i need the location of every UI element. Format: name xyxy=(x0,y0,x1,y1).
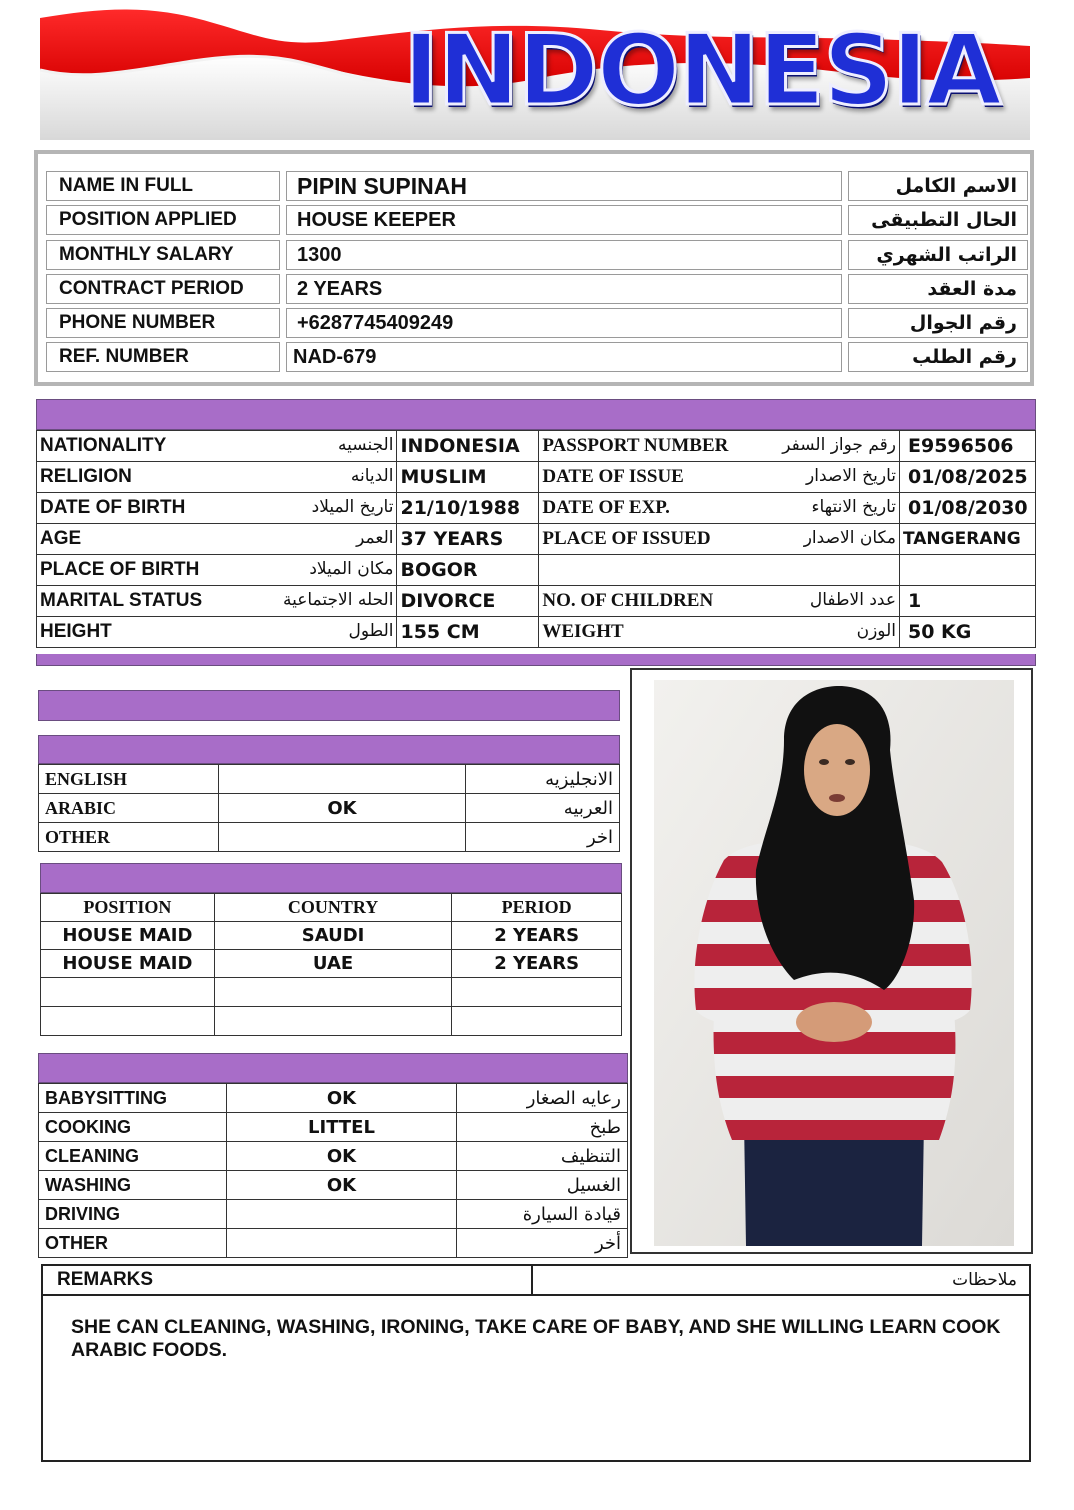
exp-period: 2 YEARS xyxy=(452,950,622,978)
label-cooking-ar: طبخ xyxy=(457,1113,628,1142)
label-english-ar: الانجليزيه xyxy=(466,765,620,794)
table-row xyxy=(39,1229,628,1258)
value-nationality: INDONESIA xyxy=(397,431,539,462)
remarks-box xyxy=(41,1264,1031,1462)
label-marital-status-ar: الحله الاجتماعية xyxy=(282,590,394,610)
label-name-ar: الاسم الكامل xyxy=(848,171,1028,201)
table-row xyxy=(37,462,1036,493)
table-row xyxy=(39,1142,628,1171)
value-other-skill xyxy=(226,1229,456,1258)
label-weight: WEIGHT xyxy=(542,621,624,642)
value-salary: 1300 xyxy=(286,240,842,270)
label-position: POSITION APPLIED xyxy=(46,205,280,235)
label-other-language-ar: اخر xyxy=(466,823,620,852)
label-cooking: COOKING xyxy=(39,1113,227,1142)
label-washing-ar: الغسيل xyxy=(457,1171,628,1200)
value-contract: 2 YEARS xyxy=(286,274,842,304)
table-row xyxy=(37,555,1036,586)
value-position: HOUSE KEEPER xyxy=(286,205,842,235)
value-passport-number: E9596506 xyxy=(900,431,1036,462)
table-row xyxy=(39,765,620,794)
personal-details-table xyxy=(36,430,1036,648)
row-salary xyxy=(46,240,1026,270)
header-banner xyxy=(40,0,1030,140)
exp-position: HOUSE MAID xyxy=(41,922,215,950)
value-phone: +6287745409249 xyxy=(286,308,842,338)
header-period: PERIOD xyxy=(452,894,622,922)
empty-cell xyxy=(539,555,900,586)
label-passport-number: PASSPORT NUMBER xyxy=(542,435,729,456)
label-date-of-exp-ar: تاريخ الانتهاء xyxy=(811,497,896,517)
remarks-header xyxy=(43,1266,1029,1296)
empty-cell xyxy=(452,1007,622,1036)
value-cooking: LITTEL xyxy=(226,1113,456,1142)
experience-table xyxy=(40,893,622,1036)
label-nationality-ar: الجنسيه xyxy=(338,435,394,455)
value-ref: NAD-679 xyxy=(286,342,842,372)
table-row xyxy=(37,493,1036,524)
value-washing: OK xyxy=(226,1171,456,1200)
table-row xyxy=(41,950,622,978)
value-marital-status: DIVORCE xyxy=(397,586,539,617)
applicant-photo xyxy=(654,680,1014,1246)
header-country: COUNTRY xyxy=(214,894,451,922)
table-row xyxy=(37,586,1036,617)
section-bar xyxy=(38,690,620,721)
label-height-ar: الطول xyxy=(348,621,394,641)
label-children: NO. OF CHILDREN xyxy=(542,590,714,611)
value-date-of-exp: 01/08/2030 xyxy=(900,493,1036,524)
label-other-skill-ar: أخر xyxy=(457,1229,628,1258)
table-row xyxy=(41,1007,622,1036)
label-washing: WASHING xyxy=(39,1171,227,1200)
table-row xyxy=(37,431,1036,462)
label-date-of-birth-ar: تاريخ الميلاد xyxy=(311,497,394,517)
exp-position: HOUSE MAID xyxy=(41,950,215,978)
personal-section-bar xyxy=(36,399,1036,430)
exp-period: 2 YEARS xyxy=(452,922,622,950)
label-age-ar: العمر xyxy=(356,528,394,548)
label-cleaning: CLEANING xyxy=(39,1142,227,1171)
value-driving xyxy=(226,1200,456,1229)
table-row xyxy=(39,1113,628,1142)
label-cleaning-ar: التنظيف xyxy=(457,1142,628,1171)
label-children-ar: عدد الاطفال xyxy=(809,590,896,610)
personal-section-bottom-bar xyxy=(36,654,1036,666)
remarks-label: REMARKS xyxy=(43,1266,533,1294)
label-place-of-issued-ar: مكان الاصدار xyxy=(803,528,896,548)
label-arabic: ARABIC xyxy=(39,794,219,823)
table-row xyxy=(39,794,620,823)
value-date-of-issue: 01/08/2025 xyxy=(900,462,1036,493)
header-position: POSITION xyxy=(41,894,215,922)
table-row xyxy=(37,617,1036,648)
label-age: AGE xyxy=(40,528,82,549)
value-cleaning: OK xyxy=(226,1142,456,1171)
empty-cell xyxy=(452,978,622,1007)
row-ref xyxy=(46,342,1026,372)
value-religion: MUSLIM xyxy=(397,462,539,493)
experience-section-bar xyxy=(40,863,622,893)
value-age: 37 YEARS xyxy=(397,524,539,555)
table-header-row xyxy=(41,894,622,922)
applicant-photo-frame xyxy=(630,668,1033,1254)
table-row xyxy=(39,823,620,852)
value-name: PIPIN SUPINAH xyxy=(286,171,842,201)
label-name: NAME IN FULL xyxy=(46,171,280,201)
table-row xyxy=(37,524,1036,555)
value-weight: 50 KG xyxy=(900,617,1036,648)
label-date-of-birth: DATE OF BIRTH xyxy=(40,497,186,518)
value-height: 155 CM xyxy=(397,617,539,648)
value-place-of-issued: TANGERANG xyxy=(900,524,1036,555)
value-children: 1 xyxy=(900,586,1036,617)
remarks-text: SHE CAN CLEANING, WASHING, IRONING, TAKE CARE OF BABY, AND SHE WILLING LEARN COOK ARABIC FOODS. xyxy=(71,1316,1001,1361)
label-driving: DRIVING xyxy=(39,1200,227,1229)
label-place-of-birth-ar: مكان الميلاد xyxy=(309,559,394,579)
label-date-of-exp: DATE OF EXP. xyxy=(542,497,670,518)
label-phone-ar: رقم الجوال xyxy=(848,308,1028,338)
row-name xyxy=(46,171,1026,201)
row-contract xyxy=(46,274,1026,304)
exp-country: UAE xyxy=(214,950,451,978)
row-position xyxy=(46,205,1026,235)
languages-table xyxy=(38,764,620,852)
value-babysitting: OK xyxy=(226,1084,456,1113)
table-row xyxy=(39,1084,628,1113)
value-english xyxy=(218,765,465,794)
value-date-of-birth: 21/10/1988 xyxy=(397,493,539,524)
empty-cell xyxy=(41,1007,215,1036)
label-ref-ar: رقم الطلب xyxy=(848,342,1028,372)
label-weight-ar: الوزن xyxy=(856,621,896,641)
label-passport-number-ar: رقم جواز السفر xyxy=(782,435,896,455)
label-driving-ar: قيادة السيارة xyxy=(457,1200,628,1229)
label-other-language: OTHER xyxy=(39,823,219,852)
empty-cell xyxy=(214,978,451,1007)
value-arabic: OK xyxy=(218,794,465,823)
table-row xyxy=(41,922,622,950)
languages-section-bar xyxy=(38,735,620,764)
label-marital-status: MARITAL STATUS xyxy=(40,590,203,611)
empty-cell xyxy=(41,978,215,1007)
table-row xyxy=(41,978,622,1007)
label-position-ar: الحال التطبيقى xyxy=(848,205,1028,235)
empty-cell xyxy=(900,555,1036,586)
label-height: HEIGHT xyxy=(40,621,112,642)
label-place-of-birth: PLACE OF BIRTH xyxy=(40,559,200,580)
skills-section-bar xyxy=(38,1053,628,1083)
label-place-of-issued: PLACE OF ISSUED xyxy=(542,528,711,549)
label-contract: CONTRACT PERIOD xyxy=(46,274,280,304)
label-religion: RELIGION xyxy=(40,466,132,487)
label-arabic-ar: العربيه xyxy=(466,794,620,823)
empty-cell xyxy=(214,1007,451,1036)
label-ref: REF. NUMBER xyxy=(46,342,280,372)
label-phone: PHONE NUMBER xyxy=(46,308,280,338)
table-row xyxy=(39,1200,628,1229)
label-contract-ar: مدة العقد xyxy=(848,274,1028,304)
row-phone xyxy=(46,308,1026,338)
label-english: ENGLISH xyxy=(39,765,219,794)
applicant-summary-box xyxy=(34,150,1034,386)
exp-country: SAUDI xyxy=(214,922,451,950)
label-babysitting: BABYSITTING xyxy=(39,1084,227,1113)
label-other-skill: OTHER xyxy=(39,1229,227,1258)
skills-table xyxy=(38,1083,628,1258)
header-title: INDONESIA xyxy=(403,14,1000,128)
table-row xyxy=(39,1171,628,1200)
label-babysitting-ar: رعايه الصغار xyxy=(457,1084,628,1113)
label-date-of-issue-ar: تاريخ الاصدار xyxy=(806,466,896,486)
label-date-of-issue: DATE OF ISSUE xyxy=(542,466,684,487)
value-place-of-birth: BOGOR xyxy=(397,555,539,586)
label-nationality: NATIONALITY xyxy=(40,435,167,456)
label-salary: MONTHLY SALARY xyxy=(46,240,280,270)
remarks-label-ar: ملاحظات xyxy=(952,1270,1017,1290)
label-religion-ar: الديانه xyxy=(350,466,394,486)
value-other-language xyxy=(218,823,465,852)
label-salary-ar: الراتب الشهري xyxy=(848,240,1028,270)
